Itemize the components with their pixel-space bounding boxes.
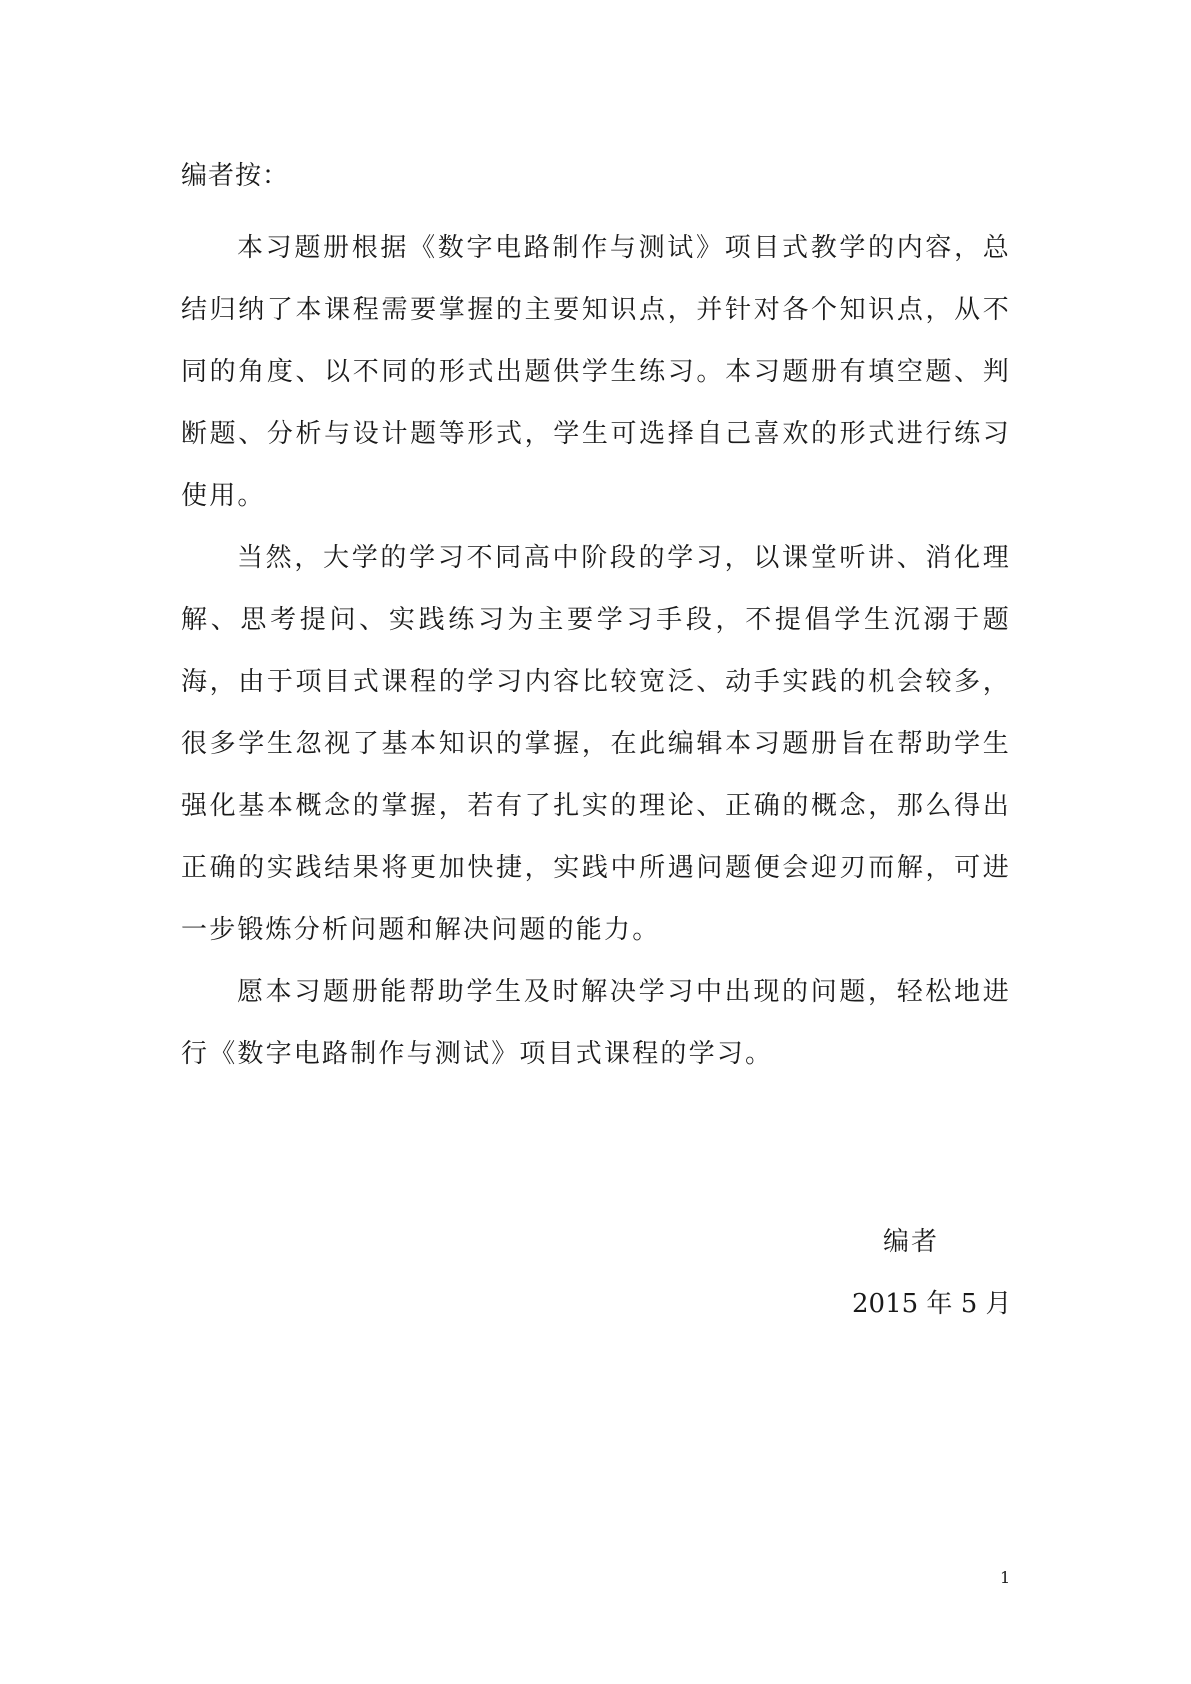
preface-heading: 编者按： [181,161,290,191]
paragraph-2: 当然，大学的学习不同高中阶段的学习，以课堂听讲、消化理解、思考提问、实践练习为主要学习手段，不提倡学生沉溺于题海，由于项目式课程的学习内容比较宽泛、动手实践的机会较多，很多学生忽视了基本知识的掌握，在此编辑本习题册旨在帮助学生强化基本概念的掌握，若有了扎实的理论、正确的概念，那么得出正确的实践结果将更加快捷，实践中所遇问题便会迎刃而解，可进一步锻炼分析问题和解决问题的能力。 [181,543,1011,945]
page-number: 1 [1000,1568,1011,1587]
preface-body [181,217,1011,1085]
paragraph-3: 愿本习题册能帮助学生及时解决学习中出现的问题，轻松地进行《数字电路制作与测试》项目式课程的学习。 [181,977,1011,1069]
paragraph-1: 本习题册根据《数字电路制作与测试》项目式教学的内容，总结归纳了本课程需要掌握的主要知识点，并针对各个知识点，从不同的角度、以不同的形式出题供学生练习。本习题册有填空题、判断题、分析与设计题等形式，学生可选择自己喜欢的形式进行练习使用。 [181,233,1011,511]
date-line: 2015 年 5 月 [852,1289,1012,1319]
author-signature: 编者 [883,1227,940,1257]
